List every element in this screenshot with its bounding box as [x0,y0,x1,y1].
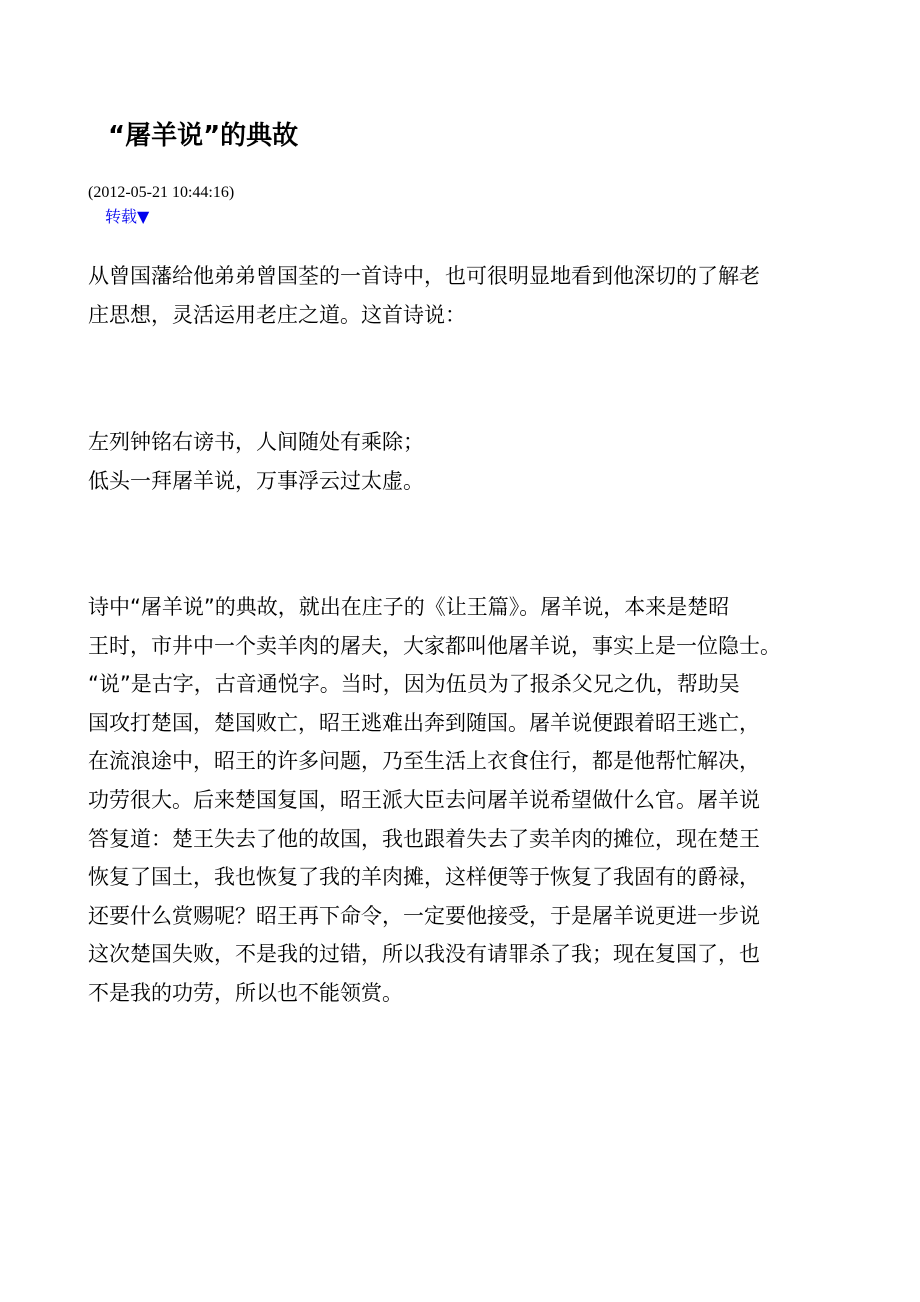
repost-link[interactable]: 转载▼ [105,207,150,226]
paragraph-line: 这次楚国失败，不是我的过错，所以我没有请罪杀了我；现在复国了，也 [88,942,760,967]
paragraph-line: 还要什么赏赐呢？昭王再下命令，一定要他接受，于是屠羊说更进一步说 [88,903,760,928]
article-title: “屠羊说”的典故 [108,121,299,151]
paragraph-line: 国攻打楚国，楚国败亡，昭王逃难出奔到随国。屠羊说便跟着昭王逃亡， [88,710,760,735]
paragraph-line: 答复道：楚王失去了他的故国，我也跟着失去了卖羊肉的摊位，现在楚王 [88,826,760,851]
intro-paragraph [88,257,833,334]
poem-line: 低头一拜屠羊说，万事浮云过太虚。 [88,468,424,493]
paragraph-line: 诗中“屠羊说”的典故，就出在庄子的《让王篇》。屠羊说，本来是楚昭 [88,595,730,619]
paragraph-line: 在流浪途中，昭王的许多问题，乃至生活上衣食住行，都是他帮忙解决， [88,749,760,774]
paragraph-line: 庄思想，灵活运用老庄之道。这首诗说： [88,302,466,327]
story-paragraph [88,588,833,1013]
poem [88,423,833,500]
paragraph-line: 王时，市井中一个卖羊肉的屠夫，大家都叫他屠羊说，事实上是一位隐士。 [88,633,781,658]
article-date: (2012-05-21 10:44:16) [88,184,235,201]
paragraph-line: “说”是古字，古音通悦字。当时，因为伍员为了报杀父兄之仇，帮助吴 [88,672,740,697]
paragraph-line: 功劳很大。后来楚国复国，昭王派大臣去问屠羊说希望做什么官。屠羊说 [88,787,760,812]
paragraph-line: 不是我的功劳，所以也不能领赏。 [88,980,403,1005]
poem-line: 左列钟铭右谤书，人间随处有乘除； [88,430,424,454]
paragraph-line: 恢复了国土，我也恢复了我的羊肉摊，这样便等于恢复了我固有的爵禄， [88,865,760,890]
paragraph-line: 从曾国藩给他弟弟曾国荃的一首诗中，也可很明显地看到他深切的了解老 [88,264,760,288]
